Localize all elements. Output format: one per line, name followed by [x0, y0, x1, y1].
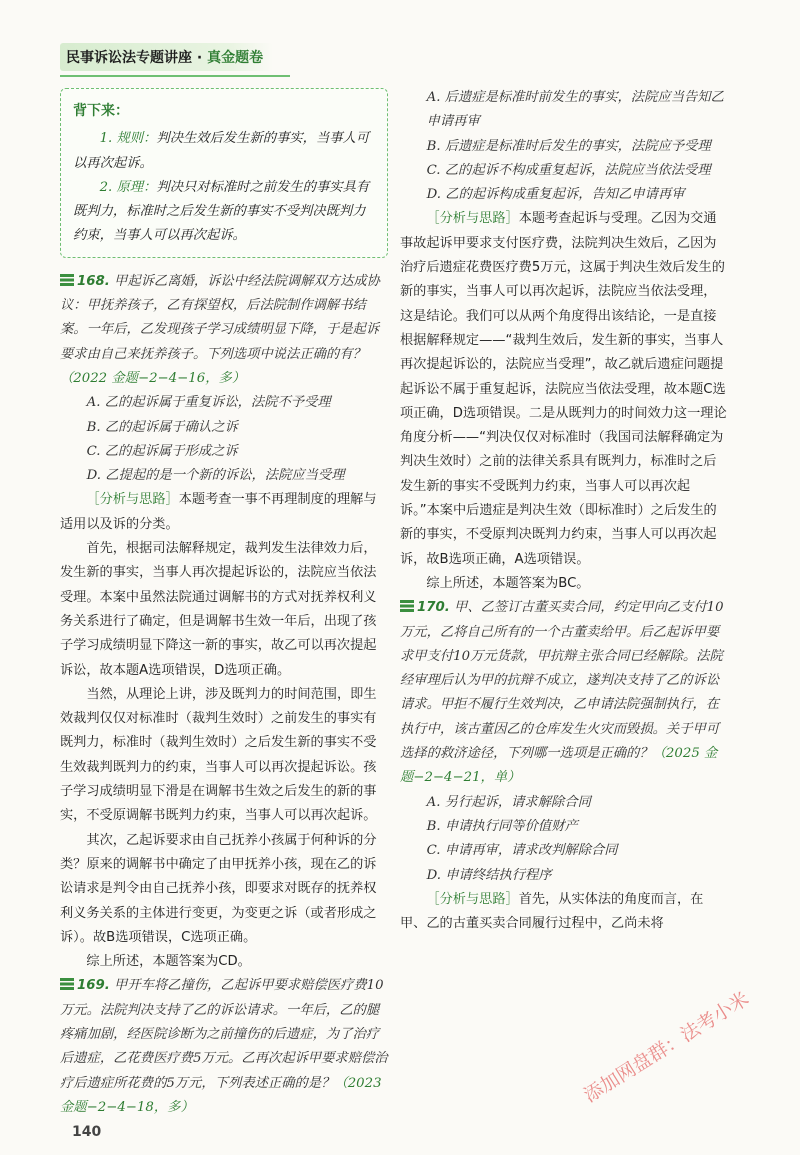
- page-number: 140: [72, 1124, 102, 1140]
- q169-option-d: D. 乙的起诉构成重复起诉，告知乙申请再审: [426, 187, 685, 203]
- q168-option-c: C. 乙的起诉属于形成之诉: [86, 443, 238, 459]
- q169-stem: 169. 甲开车将乙撞伤，乙起诉甲要求赔偿医疗费10万元。法院判决支持了乙的诉讼请求。一年后，乙的腿疼痛加剧，经医院诊断为之前撞伤的后遗症，为了治疗后遗症，乙花费医疗费5万元。乙再次起诉甲要求赔偿治疗后遗症所花费的5万元，下列表述正确的是？（2023 金题−2−4−18，多）: [60, 978, 388, 1115]
- recite-box-title: 背下来：: [73, 103, 129, 119]
- header-title: 民事诉讼法专题讲座 · 真金题卷: [60, 43, 273, 71]
- recite-principle: 2. 原理：判决只对标准时之前发生的事实具有既判力，标准时之后发生新的事实不受判决既判力约束，当事人可以再次起诉。: [73, 179, 370, 244]
- question-icon: [400, 600, 414, 612]
- right-column: [400, 86, 728, 936]
- q168-option-a: A. 乙的起诉属于重复诉讼，法院不予受理: [86, 395, 331, 411]
- q168-analysis-intro: ［分析与思路］本题考查一事不再理制度的理解与适用以及诉的分类。: [60, 492, 377, 532]
- q169-option-c: C. 乙的起诉不构成重复起诉，法院应当依法受理: [426, 162, 711, 178]
- q170-option-c: C. 申请再审，请求改判解除合同: [426, 843, 618, 859]
- q170-option-b: B. 申请执行同等价值财产: [426, 818, 578, 834]
- q168-option-d: D. 乙提起的是一个新的诉讼，法院应当受理: [86, 468, 345, 484]
- q169-option-a: A. 后遗症是标准时前发生的事实，法院应当告知乙申请再审: [426, 90, 724, 130]
- q170-analysis: ［分析与思路］首先，从实体法的角度而言，在甲、乙的古董买卖合同履行过程中，乙尚未将: [400, 891, 704, 932]
- q168-conclusion: 综上所述，本题答案为CD。: [86, 954, 251, 970]
- q170-stem: 170. 甲、乙签订古董买卖合同，约定甲向乙支付10万元，乙将自己所有的一个古董卖给甲。后乙起诉甲要求甲支付10万元货款，甲抗辩主张合同已经解除。法院经审理后认为甲的抗辩不成立，遂判决支持了乙的诉讼请求。甲拒不履行生效判决，乙申请法院强制执行，在执行中，该古董因乙的仓库发生火灾而毁损。关于甲可选择的救济途径，下列哪一选项是正确的？（2025 金题−2−4−21，单）: [400, 600, 724, 786]
- q170-option-d: D. 申请终结执行程序: [426, 867, 552, 883]
- recite-rule: 1. 规则：判决生效后发生新的事实，当事人可以再次起诉。: [73, 131, 370, 171]
- q168-analysis-para2: 当然，从理论上讲，涉及既判力的时间范围，即生效裁判仅仅对标准时（裁判生效时）之前发生的事实有既判力，标准时（裁判生效时）之后发生新的事实不受生效裁判既判力的约束，当事人可以再次提起诉讼。孩子学习成绩明显下滑是在调解书生效之后发生的新的事实，不受原调解书既判力约束，当事人可以再次起诉。: [60, 686, 377, 824]
- running-header: [60, 42, 273, 72]
- q169-conclusion: 综上所述，本题答案为BC。: [426, 575, 590, 591]
- q169-analysis: ［分析与思路］本题考查起诉与受理。乙因为交通事故起诉甲要求支付医疗费，法院判决生效后，乙因为治疗后遗症花费医疗费5万元，这属于判决生效后发生的新的事实，当事人可以再次起诉，法院应当依法受理，这是结论。我们可以从两个角度得出该结论，一是直接根据解释规定——“裁判生效后，发生新的事实，当事人再次提起诉讼的，法院应当受理”，故乙就后遗症问题提起诉讼不属于重复起诉，法院应当依法受理，故本题C选项正确，D选项错误。二是从既判力的时间效力这一理论角度分析——“判决仅仅对标准时（我国司法解释确定为判决生效时）之前的法律关系具有既判力，标准时之后发生新的事实不受既判力约束，当事人可以再次起诉。”本案中后遗症是判决生效（即标准时）之后发生的新的事实，不受原判决既判力约束，当事人可以再次起诉，故B选项正确，A选项错误。: [400, 211, 727, 567]
- q168-stem: 168. 甲起诉乙离婚，诉讼中经法院调解双方达成协议：甲抚养孩子，乙有探望权，后法院制作调解书结案。一年后，乙发现孩子学习成绩明显下降，于是起诉要求由自己来抚养孩子。下列选项中说法正确的有？（2022 金题−2−4−16，多）: [60, 273, 380, 386]
- q169-option-b: B. 后遗症是标准时后发生的事实，法院应予受理: [426, 138, 711, 154]
- header-rule: [60, 75, 290, 77]
- q168-analysis-para1: 首先，根据司法解释规定，裁判发生法律效力后，发生新的事实，当事人再次提起诉讼的，法院应当依法受理。本案中虽然法院通过调解书的方式对抚养权利义务关系进行了确定，但是调解书生效一年后，出现了孩子学习成绩明显下降这一新的事实，故乙可以再次提起诉讼，故本题A选项错误，D选项正确。: [60, 541, 377, 678]
- q170-option-a: A. 另行起诉，请求解除合同: [426, 794, 591, 810]
- recite-box: [60, 88, 388, 258]
- left-column: [60, 84, 388, 1120]
- q168-option-b: B. 乙的起诉属于确认之诉: [86, 419, 238, 435]
- watermark-text: 添加网盘群：法考小米: [580, 987, 753, 1108]
- question-icon: [60, 978, 74, 990]
- question-icon: [60, 274, 74, 286]
- q168-analysis-para3: 其次，乙起诉要求由自己抚养小孩属于何种诉的分类？原来的调解书中确定了由甲抚养小孩，现在乙的诉讼请求是判令由自己抚养小孩，即要求对既存的抚养权利义务关系的主体进行变更，为变更之诉（或者形成之诉）。故B选项错误，C选项正确。: [60, 832, 377, 945]
